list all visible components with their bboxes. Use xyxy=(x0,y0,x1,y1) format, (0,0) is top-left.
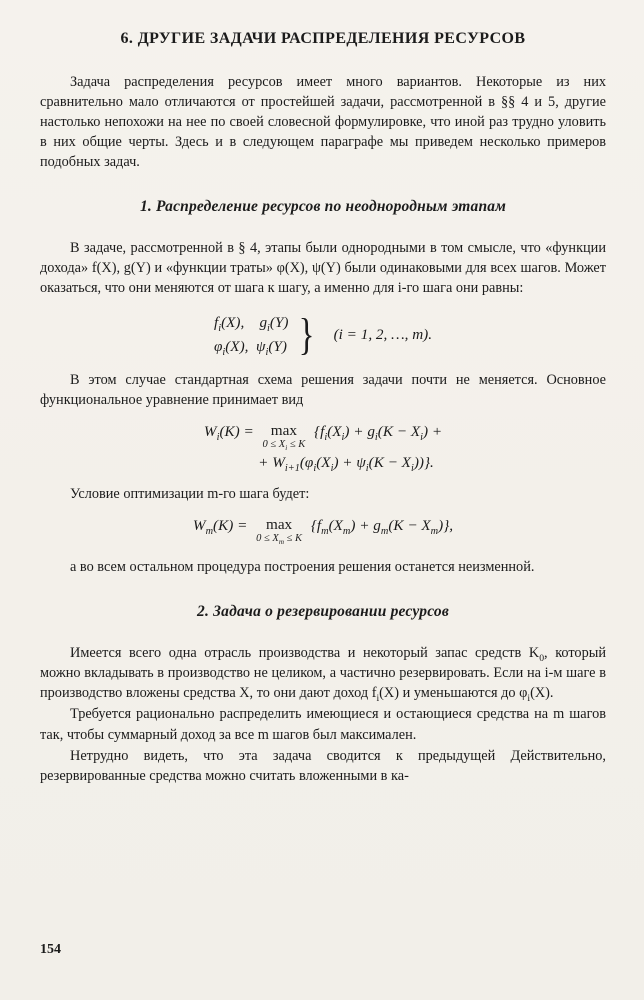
wmeq-max-operator xyxy=(256,517,302,545)
section2-paragraph-1: Имеется всего одна отрасль производства и некоторый запас средств $K_0$, который можно вкладывать в производство не целиком, а частично резервировать. Если на i-м шаге в производство вложены средства X, то они дают доход $f_i(X)$ и уменьшаются до $\varphi_i(X)$. xyxy=(40,645,606,705)
formula-m-step xyxy=(40,517,606,545)
weq-max-label: max xyxy=(270,422,297,440)
section1-paragraph-2: В этом случае стандартная схема решения задачи почти не меняется. Основное функциональное уравнение принимает вид xyxy=(40,372,606,409)
formula-system-line-1: $f_i(X)$, $g_i(Y)$ xyxy=(213,314,289,335)
weq-max-condition: $0 \le X_i \le K$ xyxy=(262,439,306,453)
section2-heading: 2. Задача о резервировании ресурсов xyxy=(197,603,449,621)
weq-lhs: $W_i(K)$ = xyxy=(203,423,254,444)
chapter-title: 6. ДРУГИЕ ЗАДАЧИ РАСПРЕДЕЛЕНИЯ РЕСУРСОВ xyxy=(120,30,526,47)
formula-system-line-2: $\varphi_i(X)$, $\psi_i(Y)$ xyxy=(213,337,287,358)
wmeq-lhs: $W_m(K)$ = xyxy=(192,517,248,538)
section1-heading: 1. Распределение ресурсов по неоднородным этапам xyxy=(139,198,507,216)
page-number: 154 xyxy=(40,942,61,957)
wmeq-rhs: $\{f_m(X_m) + g_m(K - X_m)\}$, xyxy=(310,517,454,538)
wmeq-max-label: max xyxy=(266,516,293,534)
wmeq-max-condition: $0 \le X_m \le K$ xyxy=(256,533,303,547)
section1-paragraph-3: Условие оптимизации m-го шага будет: xyxy=(70,486,310,503)
formula-system-condition: (i = 1, 2, …, m). xyxy=(333,325,433,343)
weq-rhs-2: + $W_{i+1}(\varphi_i(X_i) + \psi_i(K - X_i))$}. xyxy=(258,454,434,475)
formula-system xyxy=(40,311,606,358)
section1-paragraph-1: В задаче, рассмотренной в § 4, этапы были однородными в том смысле, что «функции дохода» f(X), g(Y) и «функции траты» φ(X), ψ(Y) были одинаковыми для всех шагов. Может оказаться, что они меняются от шага к шагу, а именно для i-го шага они равны: xyxy=(40,240,606,297)
system-brace: } xyxy=(299,309,315,359)
weq-max-operator xyxy=(263,423,306,451)
formula-functional-equation xyxy=(40,422,606,475)
section1-paragraph-4: а во всем остальном процедура построения решения останется неизменной. xyxy=(70,559,535,576)
chapter-intro-paragraph: Задача распределения ресурсов имеет много вариантов. Некоторые из них сравнительно мало отличаются от простейшей задачи, рассмотренной в §§ 4 и 5, другие настолько непохожи на нее по своей словесной формулировке, что иной раз трудно уловить в них общие черты. Здесь и в следующем параграфе мы приведем несколько примеров подобных задач. xyxy=(40,74,606,171)
section2-paragraph-2: Требуется рационально распределить имеющиеся и остающиеся средства на m шагов так, чтобы суммарный доход за все m шагов был максимален. xyxy=(40,706,606,743)
weq-rhs-1: {$f_i(X_i) + g_i(K - X_i)$ + xyxy=(314,423,443,444)
section2-paragraph-3: Нетрудно видеть, что эта задача сводится к предыдущей Действительно, резервированные средства можно считать вложенными в ка- xyxy=(40,747,606,784)
